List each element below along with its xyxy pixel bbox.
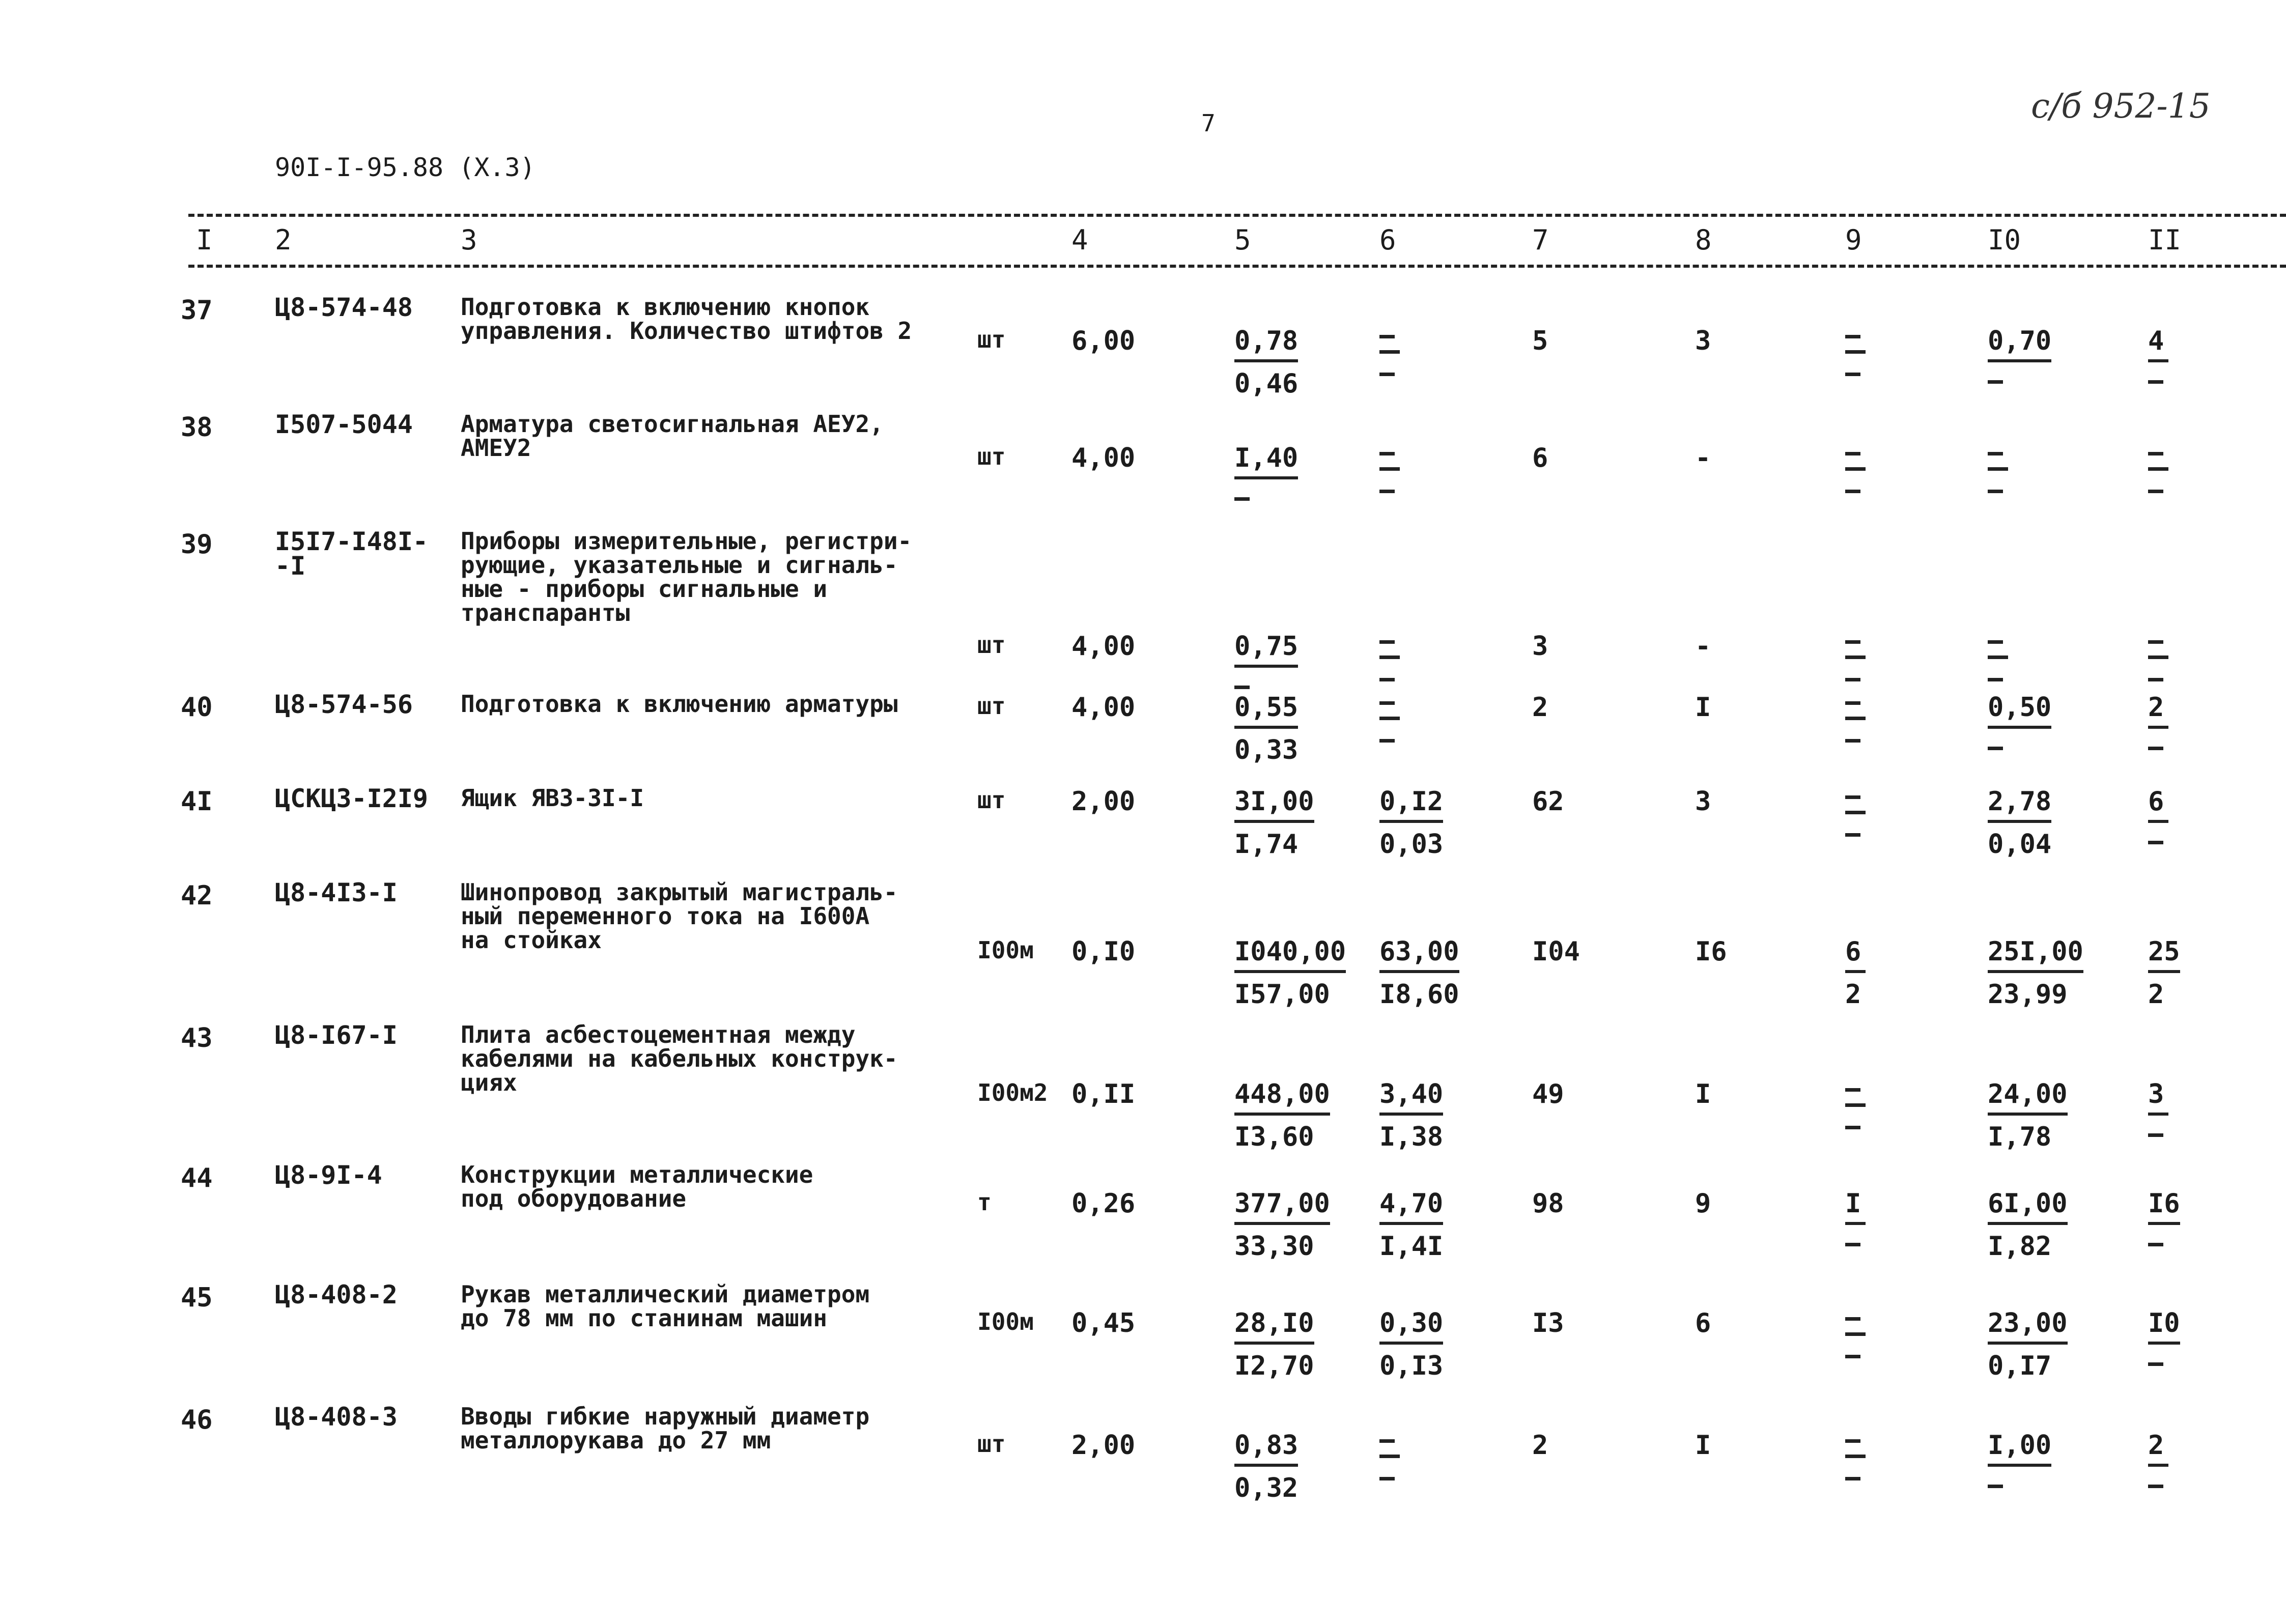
col10-value xyxy=(1988,692,2051,765)
row-description: Приборы измерительные, регистри- рующие, указательные и сигналь- ные - приборы сигнальные и транспаранты xyxy=(461,527,912,626)
col9-value xyxy=(1845,326,1866,382)
row-number: 44 xyxy=(181,1163,213,1193)
col11-value-denominator: 2 xyxy=(2148,979,2164,1010)
col11-value xyxy=(2148,1308,2180,1381)
col5-value-numerator: 0,55 xyxy=(1234,692,1299,723)
col11-value-dash-bottom xyxy=(2148,1243,2163,1246)
col10-value-numerator: 0,50 xyxy=(1988,692,2052,723)
col6-value-numerator: 4,70 xyxy=(1379,1188,1444,1219)
col5-value-bar xyxy=(1234,970,1346,973)
row-number: 40 xyxy=(181,692,213,723)
row-unit: шт xyxy=(977,786,1006,814)
col9-value-bottom xyxy=(1845,1355,1860,1358)
row-description: Ящик ЯВЗ-3I-I xyxy=(461,784,644,812)
row-unit: шт xyxy=(977,1430,1006,1458)
header-top-rule xyxy=(188,214,2286,217)
col11-value-bottom xyxy=(2148,678,2163,681)
row-number: 42 xyxy=(181,880,213,911)
col9-value-bar xyxy=(1845,467,1866,471)
document-code: 90I-I-95.88 (Х.3) xyxy=(275,153,535,182)
col6-value-top xyxy=(1379,701,1395,705)
col6-value-bottom xyxy=(1379,373,1395,376)
col10-value-bar xyxy=(1988,1464,2051,1467)
column-header-1: I xyxy=(196,224,213,256)
column-header-5: 5 xyxy=(1234,224,1251,256)
col9-value-bar xyxy=(1845,1103,1866,1107)
col9-value-bar xyxy=(1845,1332,1866,1336)
row-number: 46 xyxy=(181,1405,213,1435)
col11-value xyxy=(2148,1079,2168,1152)
col5-value-bar xyxy=(1234,726,1298,729)
col10-value-denominator: I,78 xyxy=(1988,1122,2052,1152)
col11-value-bar xyxy=(2148,1342,2180,1345)
col9-value-top xyxy=(1845,1088,1860,1092)
col5-value-denominator: 0,33 xyxy=(1234,735,1299,765)
col9-value-bottom xyxy=(1845,1126,1860,1129)
col5-value-bar xyxy=(1234,1464,1298,1467)
col6-value xyxy=(1379,692,1400,748)
row-code: I507-5044 xyxy=(275,410,413,439)
row-number: 37 xyxy=(181,295,213,326)
row-number: 43 xyxy=(181,1023,213,1053)
col9-value-bar xyxy=(1845,811,1866,814)
col7-value: 49 xyxy=(1532,1079,1564,1109)
col9-value-bottom xyxy=(1845,739,1860,743)
col5-value-numerator: 377,00 xyxy=(1234,1188,1330,1219)
col10-value-denominator: 0,04 xyxy=(1988,829,2052,860)
col10-value xyxy=(1988,936,2083,1010)
col6-value-bar xyxy=(1379,970,1459,973)
col7-value: 2 xyxy=(1532,692,1548,723)
row-unit: I00м xyxy=(977,936,1034,964)
col9-value-top xyxy=(1845,452,1860,455)
col6-value-bar xyxy=(1379,717,1400,720)
col5-value xyxy=(1234,786,1314,860)
col6-value-top xyxy=(1379,335,1395,338)
col11-value xyxy=(2148,631,2168,687)
col11-value-dash-bottom xyxy=(2148,1133,2163,1137)
col11-value-numerator: 6 xyxy=(2148,786,2164,817)
col6-value-bottom xyxy=(1379,739,1395,743)
column-header-4: 4 xyxy=(1071,224,1088,256)
col9-value xyxy=(1845,1188,1866,1262)
row-number: 45 xyxy=(181,1283,213,1313)
col11-value-bar xyxy=(2148,726,2168,729)
col7-value: 98 xyxy=(1532,1188,1564,1219)
row-unit: шт xyxy=(977,692,1006,720)
col5-value-numerator: 0,75 xyxy=(1234,631,1299,662)
col8-value: I xyxy=(1695,1079,1711,1109)
col10-value-numerator: 23,00 xyxy=(1988,1308,2068,1338)
col9-value-denominator: 2 xyxy=(1845,979,1861,1010)
col10-value xyxy=(1988,1079,2068,1152)
col10-value-bar xyxy=(1988,726,2051,729)
col9-value-bar xyxy=(1845,350,1866,354)
col8-value: I xyxy=(1695,692,1711,723)
col10-value-top xyxy=(1988,452,2003,455)
row-unit: т xyxy=(977,1188,992,1216)
col5-value-bar xyxy=(1234,359,1298,362)
col11-value-numerator: 4 xyxy=(2148,326,2164,356)
col5-value-bar xyxy=(1234,1342,1314,1345)
col9-value-numerator: 6 xyxy=(1845,936,1861,967)
col6-value-numerator: 0,I2 xyxy=(1379,786,1444,817)
col7-value: 5 xyxy=(1532,326,1548,356)
col5-value-bar xyxy=(1234,665,1298,668)
col10-value-bar xyxy=(1988,970,2083,973)
col10-value-bar xyxy=(1988,1342,2068,1345)
col7-value: 3 xyxy=(1532,631,1548,662)
col11-value-bar xyxy=(2148,467,2168,471)
col10-value-numerator: 24,00 xyxy=(1988,1079,2068,1109)
col5-value xyxy=(1234,1079,1330,1152)
col10-value-denominator: 23,99 xyxy=(1988,979,2068,1010)
col5-value xyxy=(1234,692,1298,765)
row-code: Ц8-I67-I xyxy=(275,1020,398,1050)
col10-value xyxy=(1988,1188,2068,1262)
col5-value xyxy=(1234,1308,1314,1381)
col6-value-bar xyxy=(1379,656,1400,659)
col5-value-bar xyxy=(1234,820,1314,823)
col6-value-bar xyxy=(1379,1222,1443,1225)
row-quantity: 2,00 xyxy=(1071,786,1136,817)
col6-value-top xyxy=(1379,452,1395,455)
col5-value-denominator: I2,70 xyxy=(1234,1351,1314,1381)
col11-value xyxy=(2148,326,2168,399)
col5-value-numerator: 448,00 xyxy=(1234,1079,1330,1109)
col9-value-top xyxy=(1845,640,1860,644)
col8-value: 3 xyxy=(1695,326,1711,356)
col7-value: 6 xyxy=(1532,443,1548,473)
col5-value-denominator: I57,00 xyxy=(1234,979,1330,1010)
col9-value-bar xyxy=(1845,656,1866,659)
col9-value-bottom xyxy=(1845,490,1860,493)
row-description: Подготовка к включению арматуры xyxy=(461,690,898,718)
col11-value-dash-bottom xyxy=(2148,380,2163,384)
row-unit: I00м xyxy=(977,1308,1034,1335)
col9-value-bottom xyxy=(1845,678,1860,681)
row-number: 38 xyxy=(181,412,213,443)
col9-value xyxy=(1845,692,1866,748)
col6-value xyxy=(1379,1079,1443,1152)
col7-value: I04 xyxy=(1532,936,1580,967)
column-header-10: I0 xyxy=(1988,224,2021,256)
col5-value-denominator: I,74 xyxy=(1234,829,1299,860)
col6-value-denominator: I,4I xyxy=(1379,1231,1444,1262)
col9-value-top xyxy=(1845,1439,1860,1443)
col9-value-dash-bottom xyxy=(1845,1243,1860,1246)
col10-value-bar xyxy=(1988,820,2051,823)
col10-value-dash-bottom xyxy=(1988,1485,2003,1488)
col6-value xyxy=(1379,936,1459,1010)
col6-value-bar xyxy=(1379,1342,1443,1345)
col9-value xyxy=(1845,936,1866,1010)
col11-value-numerator: I0 xyxy=(2148,1308,2180,1338)
col10-value-bottom xyxy=(1988,678,2003,681)
col11-value-numerator: I6 xyxy=(2148,1188,2180,1219)
row-unit: шт xyxy=(977,326,1006,353)
col8-value: - xyxy=(1695,443,1711,473)
col9-value xyxy=(1845,1079,1866,1135)
col11-value xyxy=(2148,443,2168,499)
col6-value xyxy=(1379,443,1400,499)
row-quantity: 6,00 xyxy=(1071,326,1136,356)
col9-value-top xyxy=(1845,795,1860,799)
col11-value-top xyxy=(2148,640,2163,644)
col6-value xyxy=(1379,1188,1443,1262)
col5-value-denominator: I3,60 xyxy=(1234,1122,1314,1152)
row-quantity: 0,26 xyxy=(1071,1188,1136,1219)
col7-value: I3 xyxy=(1532,1308,1564,1338)
col6-value xyxy=(1379,1430,1400,1486)
col6-value xyxy=(1379,786,1443,860)
col5-value-denominator: 0,32 xyxy=(1234,1473,1299,1503)
column-header-7: 7 xyxy=(1532,224,1549,256)
col7-value: 2 xyxy=(1532,1430,1548,1461)
col6-value-numerator: 0,30 xyxy=(1379,1308,1444,1338)
archive-stamp: с/б 952-15 xyxy=(2031,87,2211,126)
col10-value-bar xyxy=(1988,656,2008,659)
row-unit: I00м2 xyxy=(977,1079,1048,1106)
col6-value-bar xyxy=(1379,1113,1443,1116)
column-header-9: 9 xyxy=(1845,224,1862,256)
col8-value: 9 xyxy=(1695,1188,1711,1219)
col10-value xyxy=(1988,326,2051,399)
col11-value-dash-bottom xyxy=(2148,747,2163,750)
col9-value-bar xyxy=(1845,970,1866,973)
col10-value-bar xyxy=(1988,467,2008,471)
col8-value: I xyxy=(1695,1430,1711,1461)
col10-value-dash-bottom xyxy=(1988,380,2003,384)
col11-value-bar xyxy=(2148,1464,2168,1467)
col9-value-bottom xyxy=(1845,373,1860,376)
col6-value-bottom xyxy=(1379,490,1395,493)
col6-value-bar xyxy=(1379,820,1443,823)
col10-value xyxy=(1988,1308,2068,1381)
col11-value xyxy=(2148,692,2168,765)
col11-value xyxy=(2148,1430,2168,1503)
col9-value-top xyxy=(1845,701,1860,705)
col10-value-numerator: 2,78 xyxy=(1988,786,2052,817)
col11-value-numerator: 2 xyxy=(2148,1430,2164,1461)
col9-value xyxy=(1845,443,1866,499)
row-code: Ц8-9I-4 xyxy=(275,1160,382,1190)
col9-value-bottom xyxy=(1845,833,1860,837)
col10-value-numerator: 25I,00 xyxy=(1988,936,2083,967)
col5-value-numerator: 0,83 xyxy=(1234,1430,1299,1461)
col9-value xyxy=(1845,1430,1866,1486)
col5-value-dash-bottom xyxy=(1234,497,1250,501)
col5-value xyxy=(1234,936,1346,1010)
column-header-6: 6 xyxy=(1379,224,1396,256)
col6-value-bar xyxy=(1379,350,1400,354)
col11-value-bottom xyxy=(2148,490,2163,493)
row-description: Рукав металлический диаметром до 78 мм по станинам машин xyxy=(461,1280,870,1332)
col6-value-denominator: I8,60 xyxy=(1379,979,1459,1010)
col5-value-bar xyxy=(1234,476,1298,479)
col10-value-top xyxy=(1988,640,2003,644)
col6-value xyxy=(1379,1308,1443,1381)
col9-value-top xyxy=(1845,335,1860,338)
col6-value xyxy=(1379,326,1400,382)
col11-value-bar xyxy=(2148,1222,2180,1225)
row-description: Вводы гибкие наружный диаметр металлорукава до 27 мм xyxy=(461,1403,870,1454)
col9-value xyxy=(1845,786,1866,842)
col10-value-bar xyxy=(1988,359,2051,362)
col5-value-numerator: I,40 xyxy=(1234,443,1299,473)
col10-value-numerator: I,00 xyxy=(1988,1430,2052,1461)
col11-value-dash-bottom xyxy=(2148,841,2163,844)
row-code: Ц8-408-3 xyxy=(275,1402,398,1432)
row-code: ЦСКЦ3-I2I9 xyxy=(275,784,429,813)
row-description: Плита асбестоцементная между кабелями на кабельных конструк- циях xyxy=(461,1021,898,1096)
col9-value-top xyxy=(1845,1317,1860,1321)
col11-value-bar xyxy=(2148,656,2168,659)
column-header-8: 8 xyxy=(1695,224,1712,256)
col11-value xyxy=(2148,786,2168,860)
row-quantity: 4,00 xyxy=(1071,443,1136,473)
col10-value-denominator: I,82 xyxy=(1988,1231,2052,1262)
col5-value-numerator: I040,00 xyxy=(1234,936,1346,967)
header-bottom-rule xyxy=(188,265,2286,268)
row-quantity: 0,II xyxy=(1071,1079,1136,1109)
col11-value xyxy=(2148,1188,2180,1262)
row-number: 4I xyxy=(181,786,213,817)
row-quantity: 2,00 xyxy=(1071,1430,1136,1461)
col11-value-dash-bottom xyxy=(2148,1485,2163,1488)
col11-value-bar xyxy=(2148,1113,2168,1116)
col10-value-bottom xyxy=(1988,490,2003,493)
col11-value-top xyxy=(2148,452,2163,455)
row-code: Ц8-574-56 xyxy=(275,690,413,719)
row-quantity: 0,45 xyxy=(1071,1308,1136,1338)
row-description: Арматура светосигнальная АЕУ2, АМЕУ2 xyxy=(461,410,884,462)
col11-value-dash-bottom xyxy=(2148,1362,2163,1366)
col5-value xyxy=(1234,1430,1298,1503)
row-quantity: 0,I0 xyxy=(1071,936,1136,967)
col11-value-numerator: 25 xyxy=(2148,936,2180,967)
col10-value-numerator: 0,70 xyxy=(1988,326,2052,356)
col5-value xyxy=(1234,1188,1330,1262)
row-code: Ц8-408-2 xyxy=(275,1280,398,1309)
col9-value xyxy=(1845,1308,1866,1364)
col10-value-bar xyxy=(1988,1113,2068,1116)
col8-value: 6 xyxy=(1695,1308,1711,1338)
col5-value-denominator: 0,46 xyxy=(1234,368,1299,399)
row-quantity: 4,00 xyxy=(1071,692,1136,723)
col11-value-bar xyxy=(2148,970,2180,973)
col5-value xyxy=(1234,326,1298,399)
col6-value-bottom xyxy=(1379,678,1395,681)
col10-value xyxy=(1988,1430,2051,1503)
col6-value-top xyxy=(1379,1439,1395,1443)
col10-value-denominator: 0,I7 xyxy=(1988,1351,2052,1381)
col7-value: 62 xyxy=(1532,786,1564,817)
col9-value-numerator: I xyxy=(1845,1188,1861,1219)
col8-value: 3 xyxy=(1695,786,1711,817)
col6-value xyxy=(1379,631,1400,687)
row-unit: шт xyxy=(977,631,1006,659)
col9-value-bottom xyxy=(1845,1477,1860,1480)
row-description: Конструкции металлические под оборудование xyxy=(461,1161,813,1212)
col5-value-numerator: 0,78 xyxy=(1234,326,1299,356)
col10-value-bar xyxy=(1988,1222,2068,1225)
column-header-2: 2 xyxy=(275,224,292,256)
row-description: Подготовка к включению кнопок управления. Количество штифтов 2 xyxy=(461,293,912,345)
col9-value-bar xyxy=(1845,1455,1866,1458)
col6-value-bottom xyxy=(1379,1477,1395,1480)
col9-value-bar xyxy=(1845,717,1866,720)
col10-value-dash-bottom xyxy=(1988,747,2003,750)
col6-value-denominator: I,38 xyxy=(1379,1122,1444,1152)
col5-value-denominator: 33,30 xyxy=(1234,1231,1314,1262)
col5-value-dash-bottom xyxy=(1234,686,1250,689)
col9-value-bar xyxy=(1845,1222,1866,1225)
col6-value-denominator: 0,03 xyxy=(1379,829,1444,860)
col5-value-bar xyxy=(1234,1222,1330,1225)
col5-value-bar xyxy=(1234,1113,1330,1116)
col11-value-bar xyxy=(2148,359,2168,362)
col11-value-numerator: 2 xyxy=(2148,692,2164,723)
col10-value xyxy=(1988,443,2008,499)
col11-value-numerator: 3 xyxy=(2148,1079,2164,1109)
row-code: Ц8-4I3-I xyxy=(275,878,398,907)
column-header-3: 3 xyxy=(461,224,477,256)
col5-value-numerator: 3I,00 xyxy=(1234,786,1314,817)
page-number: 7 xyxy=(1201,109,1216,137)
col8-value: - xyxy=(1695,631,1711,662)
row-code: I5I7-I48I- -I xyxy=(275,527,429,581)
col8-value: I6 xyxy=(1695,936,1727,967)
col11-value xyxy=(2148,936,2180,1010)
row-unit: шт xyxy=(977,443,1006,470)
col6-value-bar xyxy=(1379,467,1400,471)
col11-value-bar xyxy=(2148,820,2168,823)
col5-value-numerator: 28,I0 xyxy=(1234,1308,1314,1338)
row-number: 39 xyxy=(181,529,213,560)
col10-value xyxy=(1988,786,2051,860)
row-code: Ц8-574-48 xyxy=(275,293,413,322)
col10-value-numerator: 6I,00 xyxy=(1988,1188,2068,1219)
col6-value-numerator: 3,40 xyxy=(1379,1079,1444,1109)
col6-value-top xyxy=(1379,640,1395,644)
col5-value xyxy=(1234,443,1298,516)
column-header-11: II xyxy=(2148,224,2182,256)
row-description: Шинопровод закрытый магистраль- ный переменного тока на I600А на стойках xyxy=(461,878,898,954)
row-quantity: 4,00 xyxy=(1071,631,1136,662)
col6-value-denominator: 0,I3 xyxy=(1379,1351,1444,1381)
col6-value-numerator: 63,00 xyxy=(1379,936,1459,967)
col6-value-bar xyxy=(1379,1455,1400,1458)
col9-value xyxy=(1845,631,1866,687)
col10-value xyxy=(1988,631,2008,687)
